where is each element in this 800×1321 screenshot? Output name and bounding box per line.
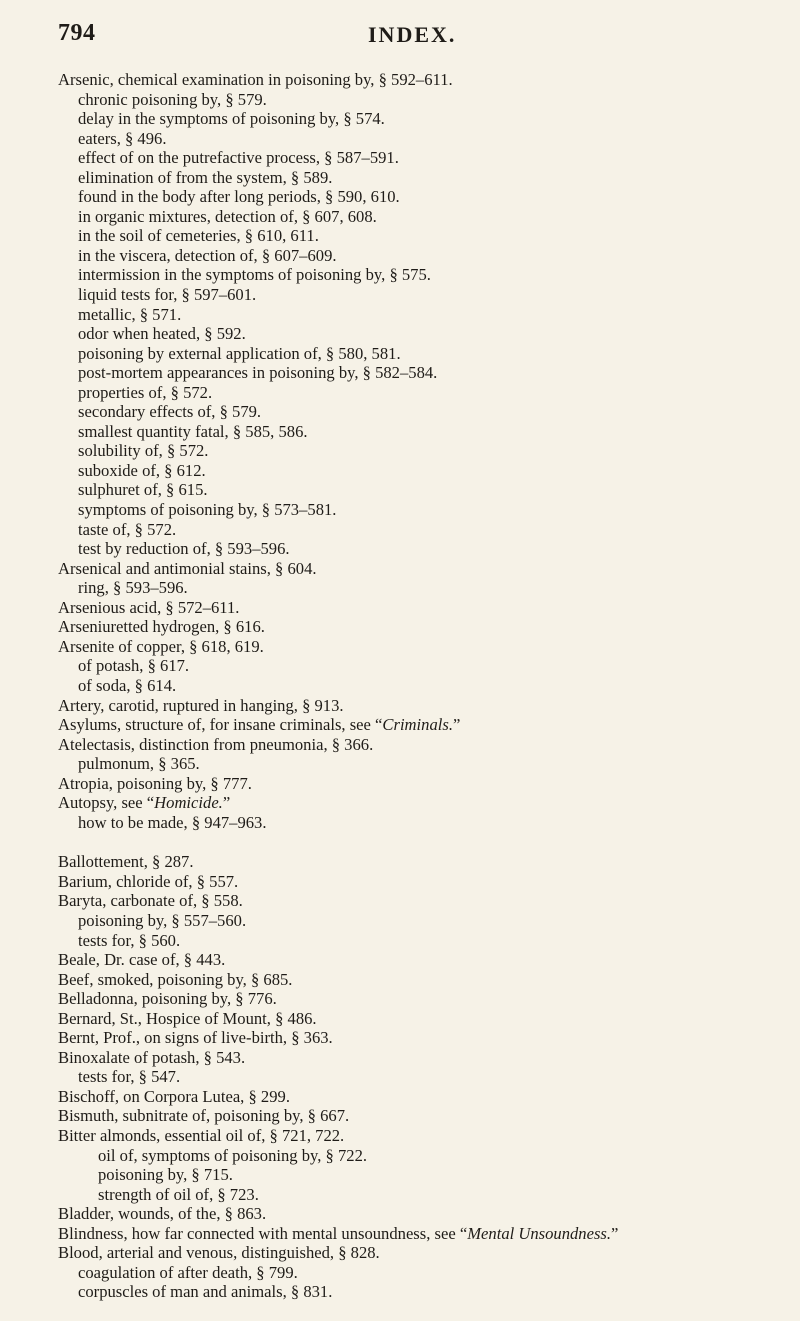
index-entry: [58, 891, 778, 911]
index-subentry: [58, 1263, 778, 1283]
entry-text: poisoning by, § 715.: [98, 1165, 233, 1185]
index-entry: [58, 950, 778, 970]
index-subentry: [58, 246, 778, 266]
index-subentry: [58, 1067, 778, 1087]
entry-text: Belladonna, poisoning by, § 776.: [58, 989, 277, 1009]
entry-closing-quote: ”: [611, 1223, 619, 1243]
index-subentry: [58, 813, 778, 833]
entry-text: delay in the symptoms of poisoning by, § 574.: [78, 109, 385, 129]
entry-text: post-mortem appearances in poisoning by, § 582–584.: [78, 363, 438, 383]
entry-text: Blindness, how far connected with mental unsoundness, see “: [58, 1223, 468, 1243]
entry-text: Binoxalate of potash, § 543.: [58, 1047, 246, 1067]
entry-cross-reference: Criminals.: [382, 715, 453, 735]
entry-text: coagulation of after death, § 799.: [78, 1262, 298, 1282]
entry-text: solubility of, § 572.: [78, 441, 209, 461]
entry-cross-reference: Mental Unsoundness.: [467, 1223, 612, 1243]
index-subentry: [58, 1146, 778, 1166]
index-subentry: [58, 520, 778, 540]
index-subentry: [58, 1282, 778, 1302]
entry-text: Autopsy, see “: [58, 793, 155, 813]
index-entry: [58, 852, 778, 872]
index-subentry: [58, 265, 778, 285]
entry-text: smallest quantity fatal, § 585, 586.: [78, 421, 308, 441]
entry-text: Bernt, Prof., on signs of live-birth, § 363.: [58, 1028, 333, 1048]
entry-text: poisoning by external application of, § 580, 581.: [78, 343, 401, 363]
entry-text: pulmonum, § 365.: [78, 754, 200, 774]
entry-text: secondary effects of, § 579.: [78, 402, 262, 422]
page-number: 794: [58, 20, 96, 46]
index-entry: [58, 637, 778, 657]
index-subentry: [58, 383, 778, 403]
index-subentry: [58, 129, 778, 149]
entry-text: Ballottement, § 287.: [58, 852, 194, 872]
entry-text: suboxide of, § 612.: [78, 460, 206, 480]
index-subentry: [58, 500, 778, 520]
index-subentry: [58, 676, 778, 696]
index-subentry: [58, 324, 778, 344]
entry-text: of soda, § 614.: [78, 675, 177, 695]
entry-text: Bladder, wounds, of the, § 863.: [58, 1204, 267, 1224]
entry-text: corpuscles of man and animals, § 831.: [78, 1282, 333, 1302]
entry-closing-quote: ”: [452, 715, 461, 735]
index-subentry: [58, 207, 778, 227]
index-subentry: [58, 578, 778, 598]
index-subentry: [58, 461, 778, 481]
index-entry: [58, 872, 778, 892]
entry-text: odor when heated, § 592.: [78, 324, 246, 344]
index-list: [58, 70, 778, 1302]
index-entry: [58, 774, 778, 794]
index-entry: [58, 1048, 778, 1068]
index-subentry: [58, 109, 778, 129]
entry-text: liquid tests for, § 597–601.: [78, 285, 257, 305]
index-subentry: [58, 344, 778, 364]
entry-text: Arsenical and antimonial stains, § 604.: [58, 558, 317, 578]
entry-text: Bischoff, on Corpora Lutea, § 299.: [58, 1086, 290, 1106]
entry-text: Arseniuretted hydrogen, § 616.: [58, 617, 265, 637]
entry-text: poisoning by, § 557–560.: [78, 910, 247, 930]
entry-text: in the viscera, detection of, § 607–609.: [78, 245, 337, 265]
index-subentry: [58, 363, 778, 383]
entry-text: metallic, § 571.: [78, 304, 182, 324]
group-spacer: [58, 832, 778, 852]
entry-text: Artery, carotid, ruptured in hanging, § 913.: [58, 695, 344, 715]
entry-text: Bernard, St., Hospice of Mount, § 486.: [58, 1008, 317, 1028]
index-entry: [58, 1224, 778, 1244]
index-entry: [58, 1243, 778, 1263]
entry-text: effect of on the putrefactive process, § 587–591.: [78, 148, 399, 168]
index-subentry: [58, 441, 778, 461]
index-entry: [58, 1087, 778, 1107]
entry-text: intermission in the symptoms of poisoning by, § 575.: [78, 265, 431, 285]
entry-text: strength of oil of, § 723.: [98, 1184, 259, 1204]
index-subentry: [58, 148, 778, 168]
entry-text: eaters, § 496.: [78, 128, 167, 148]
entry-text: test by reduction of, § 593–596.: [78, 539, 290, 559]
index-entry: [58, 1204, 778, 1224]
index-subentry: [58, 305, 778, 325]
entry-text: how to be made, § 947–963.: [78, 812, 267, 832]
index-entry: [58, 970, 778, 990]
entry-text: ring, § 593–596.: [78, 578, 188, 598]
index-entry: [58, 70, 778, 90]
entry-text: Bismuth, subnitrate of, poisoning by, § 667.: [58, 1106, 350, 1126]
index-entry: [58, 735, 778, 755]
entry-cross-reference: Homicide.: [154, 793, 223, 813]
entry-text: chronic poisoning by, § 579.: [78, 89, 267, 109]
index-entry: [58, 1028, 778, 1048]
entry-text: found in the body after long periods, § 590, 610.: [78, 187, 400, 207]
index-entry: [58, 1126, 778, 1146]
entry-text: tests for, § 547.: [78, 1067, 181, 1087]
entry-text: Barium, chloride of, § 557.: [58, 871, 239, 891]
entry-text: Beef, smoked, poisoning by, § 685.: [58, 969, 293, 989]
entry-text: Atropia, poisoning by, § 777.: [58, 773, 252, 793]
entry-text: Atelectasis, distinction from pneumonia, § 366.: [58, 734, 374, 754]
index-subentry: [58, 656, 778, 676]
entry-text: elimination of from the system, § 589.: [78, 167, 333, 187]
index-entry: [58, 598, 778, 618]
index-entry: [58, 715, 778, 735]
entry-text: properties of, § 572.: [78, 382, 213, 402]
index-entry: [58, 696, 778, 716]
index-subentry: [58, 480, 778, 500]
page-header: [58, 20, 760, 46]
entry-text: Asylums, structure of, for insane criminals, see “: [58, 715, 383, 735]
entry-text: symptoms of poisoning by, § 573–581.: [78, 500, 337, 520]
entry-text: tests for, § 560.: [78, 930, 181, 950]
index-subentry: [58, 754, 778, 774]
index-subentry: [58, 226, 778, 246]
entry-closing-quote: ”: [222, 793, 231, 813]
index-subentry: [58, 402, 778, 422]
entry-text: Baryta, carbonate of, § 558.: [58, 891, 243, 911]
index-entry: [58, 1106, 778, 1126]
entry-text: sulphuret of, § 615.: [78, 480, 208, 500]
index-subentry: [58, 187, 778, 207]
index-entry: [58, 617, 778, 637]
index-group-a: [58, 70, 778, 832]
index-group-b: [58, 852, 778, 1302]
index-entry: [58, 559, 778, 579]
page-title: INDEX.: [368, 22, 457, 47]
index-subentry: [58, 539, 778, 559]
index-subentry: [58, 90, 778, 110]
entry-text: of potash, § 617.: [78, 656, 190, 676]
entry-text: in the soil of cemeteries, § 610, 611.: [78, 226, 319, 246]
index-subentry: [58, 422, 778, 442]
entry-text: Arsenite of copper, § 618, 619.: [58, 636, 264, 656]
entry-text: Bitter almonds, essential oil of, § 721, 722.: [58, 1125, 345, 1145]
index-subentry: [58, 911, 778, 931]
entry-text: Blood, arterial and venous, distinguished, § 828.: [58, 1243, 380, 1263]
index-subentry: [58, 931, 778, 951]
index-subentry: [58, 1165, 778, 1185]
index-subentry: [58, 168, 778, 188]
entry-text: Arsenic, chemical examination in poisoning by, § 592–611.: [58, 70, 453, 89]
index-entry: [58, 989, 778, 1009]
index-subentry: [58, 285, 778, 305]
entry-text: Beale, Dr. case of, § 443.: [58, 950, 226, 970]
entry-text: in organic mixtures, detection of, § 607, 608.: [78, 206, 377, 226]
entry-text: taste of, § 572.: [78, 519, 177, 539]
index-entry: [58, 793, 778, 813]
index-entry: [58, 1009, 778, 1029]
entry-text: oil of, symptoms of poisoning by, § 722.: [98, 1145, 368, 1165]
entry-text: Arsenious acid, § 572–611.: [58, 597, 240, 617]
index-subentry: [58, 1185, 778, 1205]
